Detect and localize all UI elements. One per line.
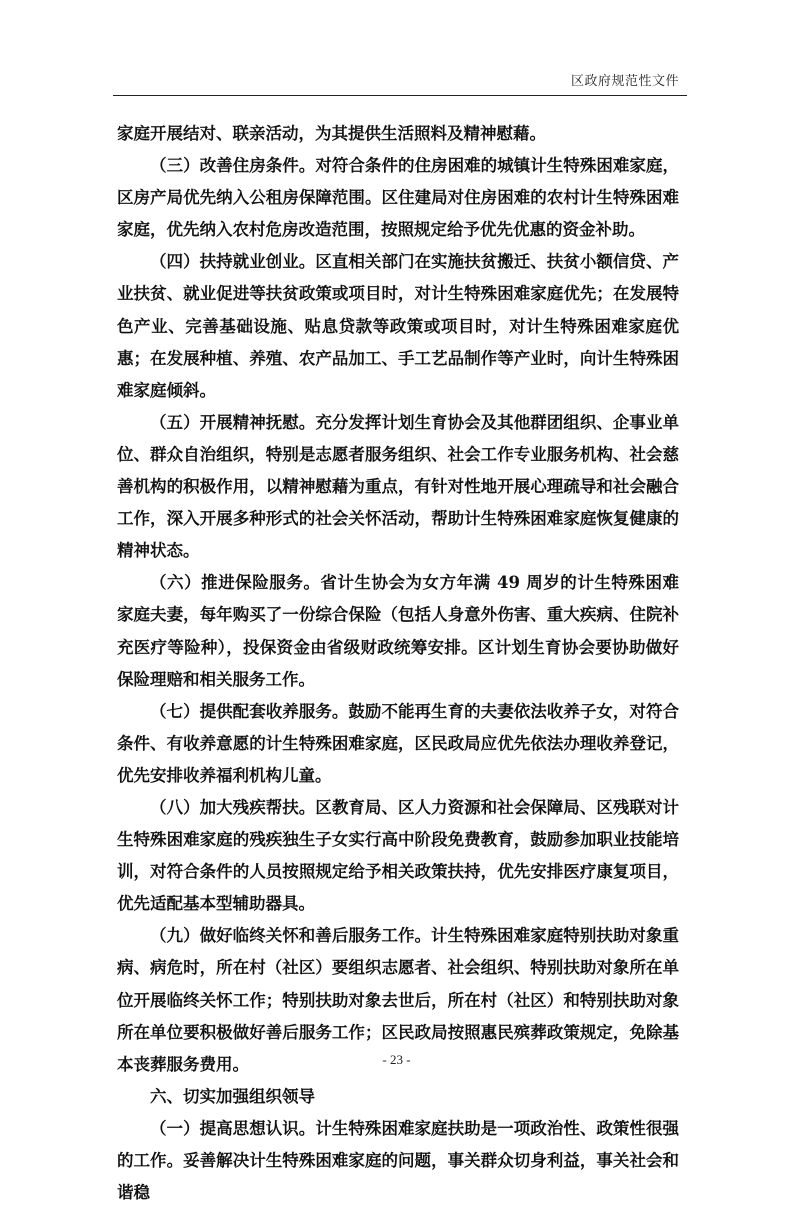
header-divider [113, 95, 687, 96]
paragraph-insurance: （六）推进保险服务。省计生协会为女方年满 49 周岁的计生特殊困难家庭夫妻，每年购买了一份综合保险（包括人身意外伤害、重大疾病、住院补充医疗等险种），投保资金由省级财政统筹安排。区计划生育协会要协助做好保险理赔和相关服务工作。 [117, 573, 679, 689]
section-heading-organization: 六、切实加强组织领导 [150, 1086, 315, 1106]
paragraph-disability: （八）加大残疾帮扶。区教育局、区人力资源和社会保障局、区残联对计生特殊困难家庭的残疾独生子女实行高中阶段免费教育，鼓励参加职业技能培训，对符合条件的人员按照规定给予相关政策扶持，优先安排医疗康复项目，优先适配基本型辅助器具。 [117, 797, 679, 914]
page-number: - 23 - [382, 1052, 411, 1067]
paragraph-adoption: （七）提供配套收养服务。鼓励不能再生育的夫妻依法收养子女，对符合条件、有收养意愿的计生特殊困难家庭，区民政局应优先依法办理收养登记，优先安排收养福利机构儿童。 [117, 701, 679, 785]
paragraph-employment: （四）扶持就业创业。区直相关部门在实施扶贫搬迁、扶贫小额信贷、产业扶贫、就业促进等扶贫政策或项目时，对计生特殊困难家庭优先；在发展特色产业、完善基础设施、贴息贷款等政策或项目时，对计生特殊困难家庭优惠；在发展种植、养殖、农产品加工、手工艺品制作等产业时，向计生特殊困难家庭倾斜。 [117, 252, 679, 400]
paragraph-continuation: 家庭开展结对、联亲活动，为其提供生活照料及精神慰藉。 [117, 124, 546, 143]
paragraph-awareness: （一）提高思想认识。计生特殊困难家庭扶助是一项政治性、政策性很强的工作。妥善解决计生特殊困难家庭的问题，事关群众切身利益，事关社会和谐稳 [117, 1118, 679, 1203]
paragraph-hospice: （九）做好临终关怀和善后服务工作。计生特殊困难家庭特别扶助对象重病、病危时，所在村（社区）要组织志愿者、社会组织、特别扶助对象所在单位开展临终关怀工作；特别扶助对象去世后，所在村（社区）和特别扶助对象所在单位要积极做好善后服务工作；区民政局按照惠民殡葬政策规定，免除基本丧葬服务费用。 [117, 926, 679, 1074]
header-document-type: 区政府规范性文件 [570, 74, 679, 89]
paragraph-housing: （三）改善住房条件。对符合条件的住房困难的城镇计生特殊困难家庭，区房产局优先纳入公租房保障范围。区住建局对住房困难的农村计生特殊困难家庭，优先纳入农村危房改造范围，按照规定给予优先优惠的资金补助。 [117, 156, 679, 240]
paragraph-spiritual-comfort: （五）开展精神抚慰。充分发挥计划生育协会及其他群团组织、企事业单位、群众自治组织，特别是志愿者服务组织、社会工作专业服务机构、社会慈善机构的积极作用，以精神慰藉为重点，有针对性地开展心理疏导和社会融合工作，深入开展多种形式的社会关怀活动，帮助计生特殊困难家庭恢复健康的精神状态。 [117, 412, 679, 561]
document-body [117, 118, 679, 1209]
